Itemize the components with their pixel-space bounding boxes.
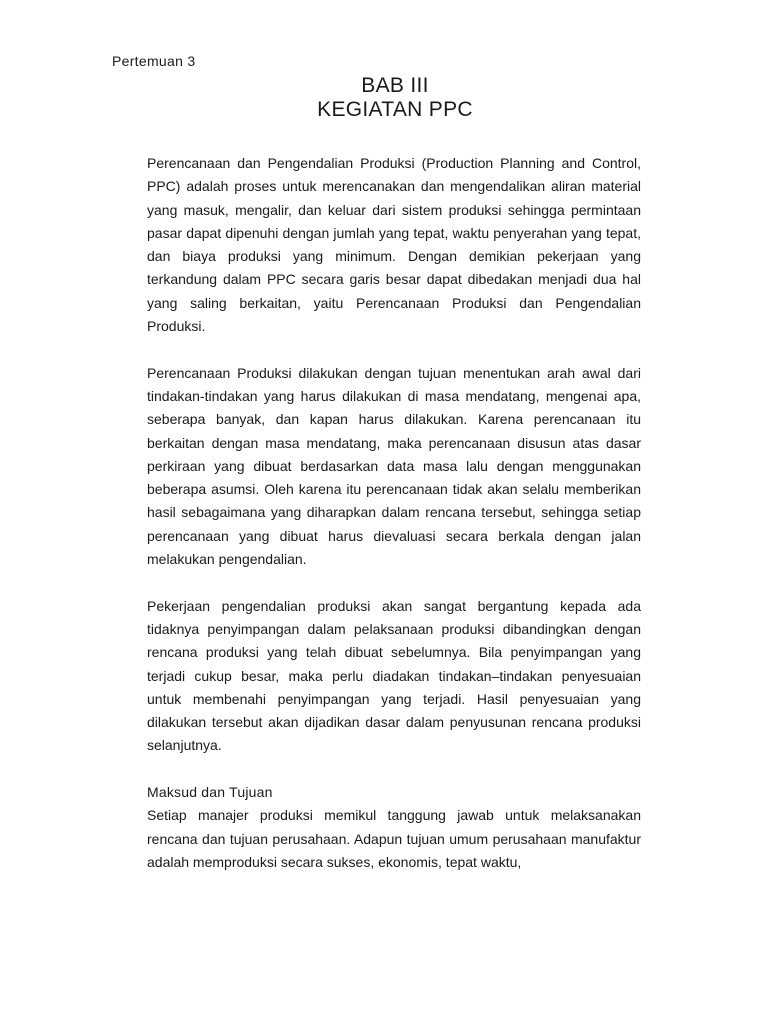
chapter-number: BAB III	[361, 74, 429, 97]
document-body	[147, 152, 641, 874]
section-heading: Maksud dan Tujuan	[147, 784, 273, 801]
paragraph-production-planning: Perencanaan Produksi dilakukan dengan tujuan menentukan arah awal dari tindakan-tindakan yang harus dilakukan di masa mendatang, mengenai apa, seberapa banyak, dan kapan harus dilakukan. Karena perencanaan itu berkaitan dengan masa mendatang, maka perencanaan disusun atas dasar perkiraan yang dibuat berdasarkan data masa lalu dengan menggunakan beberapa asumsi. Oleh karena itu perencanaan tidak akan selalu memberikan hasil sebagaimana yang diharapkan dalam rencana tersebut, sehingga setiap perencanaan yang dibuat harus dievaluasi secara berkala dengan jalan melakukan pengendalian.	[147, 364, 641, 568]
paragraph-purpose: Setiap manajer produksi memikul tanggung jawab untuk melaksanakan rencana dan tujuan perusahaan. Adapun tujuan umum perusahaan manufaktur adalah memproduksi secara sukses, ekonomis, tepat waktu,	[147, 807, 641, 870]
paragraph-ppc-definition: Perencanaan dan Pengendalian Produksi (Production Planning and Control, PPC) adalah proses untuk merencanakan dan mengendalikan aliran material yang masuk, mengalir, dan keluar dari sistem produksi sehingga permintaan pasar dapat dipenuhi dengan jumlah yang tepat, waktu penyerahan yang tepat, dan biaya produksi yang minimum. Dengan demikian pekerjaan yang terkandung dalam PPC secara garis besar dapat dibedakan menjadi dua hal yang saling berkaitan, yaitu Perencanaan Produksi dan Pengendalian Produksi.	[147, 155, 641, 335]
meeting-label: Pertemuan 3	[112, 53, 196, 69]
chapter-title: KEGIATAN PPC	[317, 98, 473, 121]
chapter-title-block	[0, 74, 768, 122]
paragraph-production-control: Pekerjaan pengendalian produksi akan sangat bergantung kepada ada tidaknya penyimpangan dalam pelaksanaan produksi dibandingkan dengan rencana produksi yang telah dibuat sebelumnya. Bila penyimpangan yang terjadi cukup besar, maka perlu diadakan tindakan–tindakan penyesuaian untuk membenahi penyimpangan yang terjadi. Hasil penyesuaian yang dilakukan tersebut akan dijadikan dasar dalam penyusunan rencana produksi selanjutnya.	[147, 597, 641, 754]
